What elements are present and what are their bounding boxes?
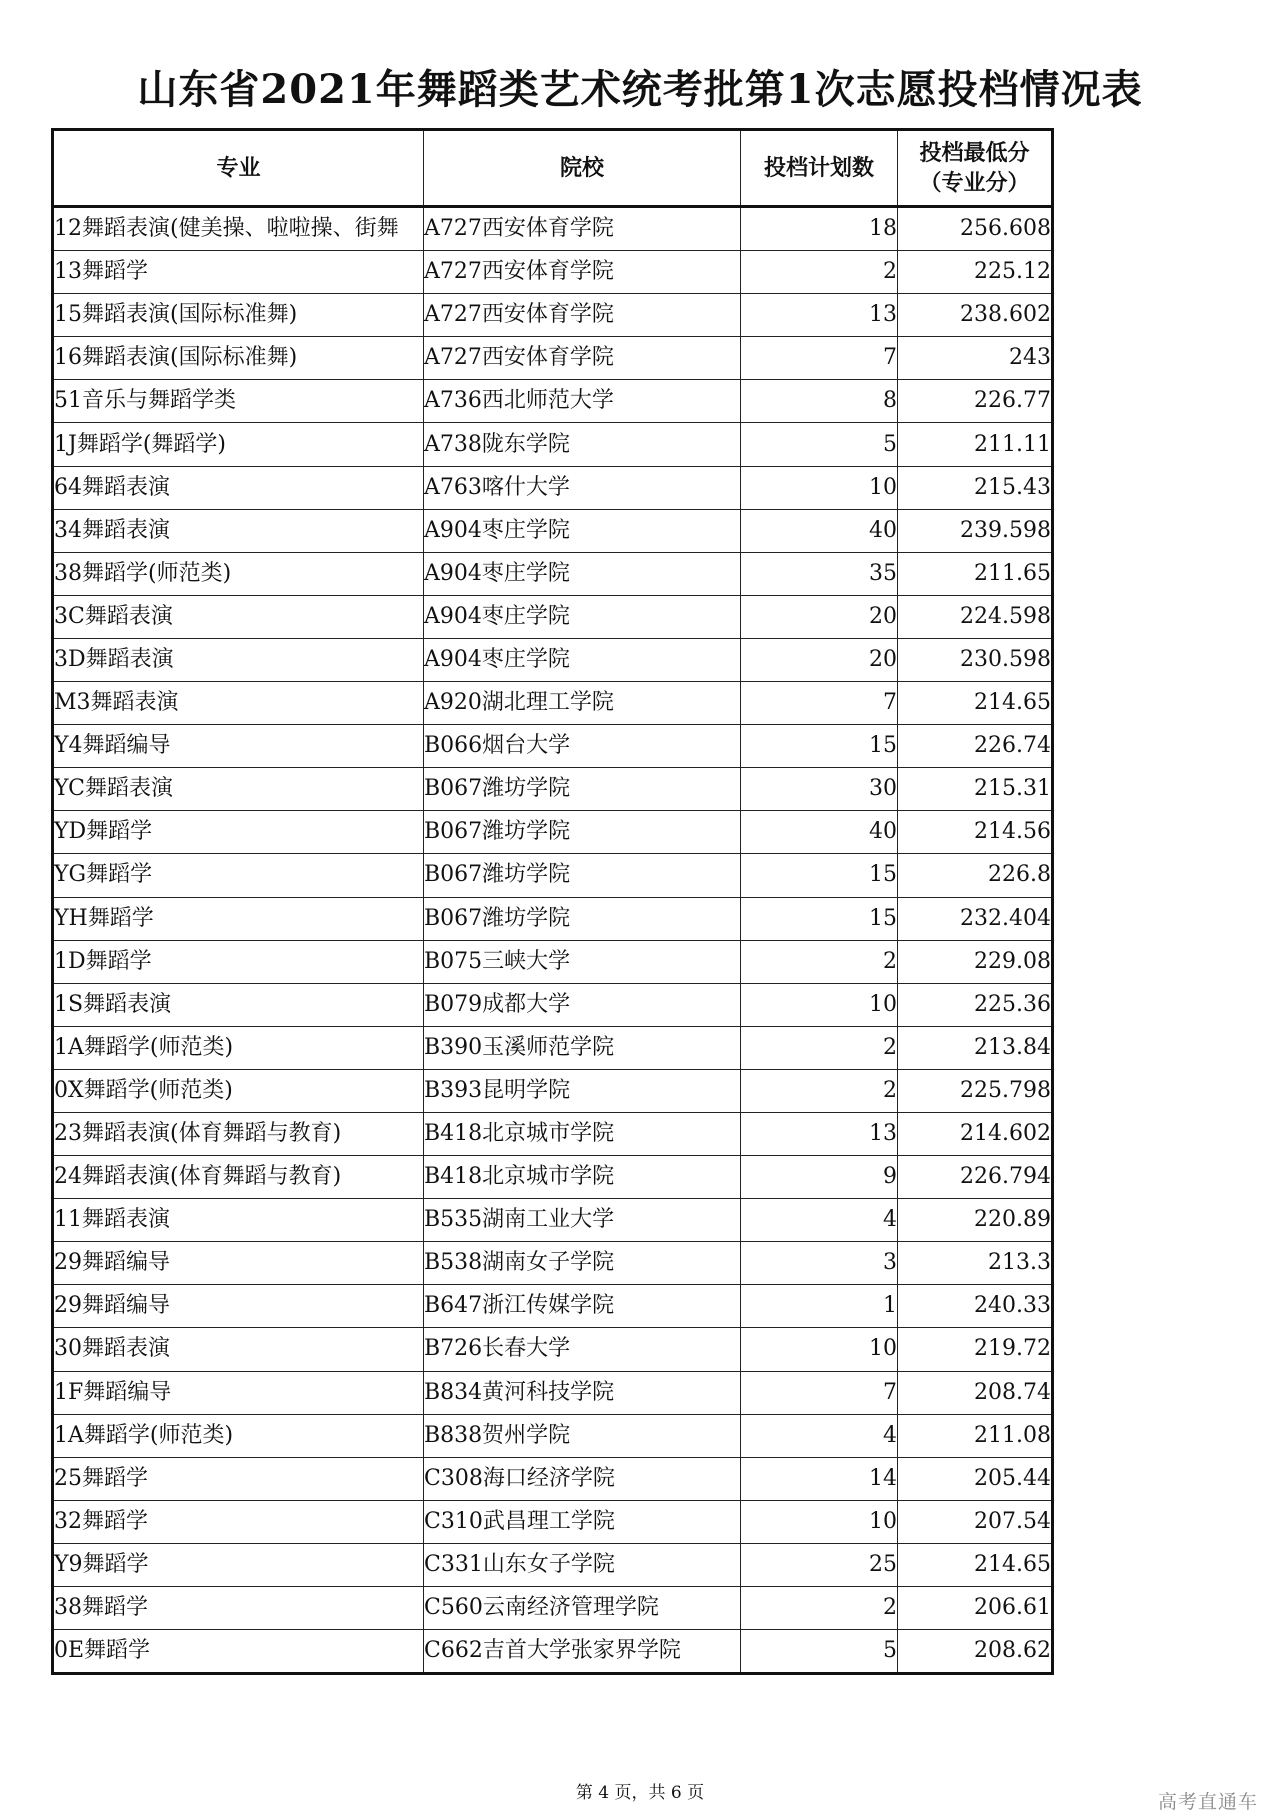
cell-school: A727西安体育学院 [424, 207, 741, 251]
cell-plan: 15 [741, 854, 898, 897]
cell-major: 29舞蹈编导 [53, 1285, 424, 1328]
cell-plan: 7 [741, 1371, 898, 1414]
cell-plan: 13 [741, 1112, 898, 1155]
cell-major: YH舞蹈学 [53, 897, 424, 940]
admission-table [51, 128, 1054, 1675]
table-row [53, 552, 1053, 595]
cell-min-score: 214.65 [898, 1543, 1053, 1586]
cell-school: A904枣庄学院 [424, 638, 741, 681]
cell-school: B726长春大学 [424, 1328, 741, 1371]
cell-school: C310武昌理工学院 [424, 1500, 741, 1543]
table-row [53, 1500, 1053, 1543]
cell-major: 1A舞蹈学(师范类) [53, 1414, 424, 1457]
cell-school: B067潍坊学院 [424, 854, 741, 897]
cell-major: 64舞蹈表演 [53, 466, 424, 509]
cell-min-score: 208.62 [898, 1630, 1053, 1674]
cell-plan: 18 [741, 207, 898, 251]
table-row [53, 337, 1053, 380]
watermark: 高考直通车 [1157, 1791, 1258, 1813]
cell-major: 1S舞蹈表演 [53, 983, 424, 1026]
cell-plan: 4 [741, 1199, 898, 1242]
table-row [53, 725, 1053, 768]
cell-plan: 20 [741, 595, 898, 638]
cell-school: C662吉首大学张家界学院 [424, 1630, 741, 1674]
cell-major: 13舞蹈学 [53, 251, 424, 294]
cell-school: A763喀什大学 [424, 466, 741, 509]
table-row [53, 466, 1053, 509]
cell-min-score: 229.08 [898, 940, 1053, 983]
table-row [53, 1630, 1053, 1674]
cell-major: 24舞蹈表演(体育舞蹈与教育) [53, 1156, 424, 1199]
table-row [53, 1199, 1053, 1242]
cell-school: A727西安体育学院 [424, 251, 741, 294]
table-row [53, 1242, 1053, 1285]
cell-major: 1D舞蹈学 [53, 940, 424, 983]
cell-min-score: 226.794 [898, 1156, 1053, 1199]
cell-min-score: 211.08 [898, 1414, 1053, 1457]
cell-school: B418北京城市学院 [424, 1156, 741, 1199]
table-row [53, 1156, 1053, 1199]
cell-major: 23舞蹈表演(体育舞蹈与教育) [53, 1112, 424, 1155]
header-major: 专业 [53, 130, 424, 207]
header-min-score [898, 130, 1053, 207]
cell-school: B079成都大学 [424, 983, 741, 1026]
cell-min-score: 232.404 [898, 897, 1053, 940]
table-row [53, 897, 1053, 940]
header-plan: 投档计划数 [741, 130, 898, 207]
cell-major: 34舞蹈表演 [53, 509, 424, 552]
cell-min-score: 206.61 [898, 1587, 1053, 1630]
cell-plan: 35 [741, 552, 898, 595]
table-row [53, 1587, 1053, 1630]
cell-major: YG舞蹈学 [53, 854, 424, 897]
cell-school: B538湖南女子学院 [424, 1242, 741, 1285]
cell-plan: 13 [741, 294, 898, 337]
cell-plan: 7 [741, 682, 898, 725]
cell-min-score: 225.12 [898, 251, 1053, 294]
cell-plan: 2 [741, 1026, 898, 1069]
cell-school: A904枣庄学院 [424, 509, 741, 552]
cell-school: B390玉溪师范学院 [424, 1026, 741, 1069]
cell-min-score: 215.31 [898, 768, 1053, 811]
cell-major: 38舞蹈学 [53, 1587, 424, 1630]
cell-min-score: 211.65 [898, 552, 1053, 595]
table-row [53, 682, 1053, 725]
table-row [53, 1371, 1053, 1414]
cell-min-score: 256.608 [898, 207, 1053, 251]
cell-plan: 15 [741, 897, 898, 940]
header-school: 院校 [424, 130, 741, 207]
table-row [53, 768, 1053, 811]
cell-plan: 4 [741, 1414, 898, 1457]
table-row [53, 1112, 1053, 1155]
cell-plan: 10 [741, 466, 898, 509]
header-min-score-line1: 投档最低分 [919, 140, 1030, 166]
cell-school: B066烟台大学 [424, 725, 741, 768]
cell-school: B418北京城市学院 [424, 1112, 741, 1155]
cell-min-score: 230.598 [898, 638, 1053, 681]
cell-plan: 15 [741, 725, 898, 768]
cell-school: B647浙江传媒学院 [424, 1285, 741, 1328]
cell-major: 3C舞蹈表演 [53, 595, 424, 638]
cell-major: 0X舞蹈学(师范类) [53, 1069, 424, 1112]
cell-plan: 10 [741, 1328, 898, 1371]
cell-plan: 1 [741, 1285, 898, 1328]
table-row [53, 638, 1053, 681]
cell-major: 25舞蹈学 [53, 1457, 424, 1500]
table-body [53, 207, 1053, 1674]
cell-school: A920湖北理工学院 [424, 682, 741, 725]
cell-major: 29舞蹈编导 [53, 1242, 424, 1285]
cell-school: C308海口经济学院 [424, 1457, 741, 1500]
cell-min-score: 240.33 [898, 1285, 1053, 1328]
table-row [53, 1285, 1053, 1328]
footer [0, 1778, 1280, 1802]
cell-major: 30舞蹈表演 [53, 1328, 424, 1371]
cell-min-score: 213.84 [898, 1026, 1053, 1069]
cell-major: 32舞蹈学 [53, 1500, 424, 1543]
cell-plan: 2 [741, 1069, 898, 1112]
cell-min-score: 207.54 [898, 1500, 1053, 1543]
table-row [53, 294, 1053, 337]
header-min-score-line2: （专业分） [919, 170, 1030, 196]
table-row [53, 1543, 1053, 1586]
cell-plan: 8 [741, 380, 898, 423]
cell-school: A904枣庄学院 [424, 552, 741, 595]
cell-school: C331山东女子学院 [424, 1543, 741, 1586]
cell-major: YC舞蹈表演 [53, 768, 424, 811]
cell-major: 16舞蹈表演(国际标准舞) [53, 337, 424, 380]
cell-min-score: 215.43 [898, 466, 1053, 509]
cell-min-score: 225.798 [898, 1069, 1053, 1112]
table-row [53, 1026, 1053, 1069]
cell-major: 0E舞蹈学 [53, 1630, 424, 1674]
cell-plan: 2 [741, 251, 898, 294]
cell-min-score: 226.77 [898, 380, 1053, 423]
page-number: 第 4 页，共 6 页 [575, 1783, 705, 1803]
cell-major: 38舞蹈学(师范类) [53, 552, 424, 595]
cell-school: B067潍坊学院 [424, 897, 741, 940]
cell-plan: 5 [741, 1630, 898, 1674]
cell-min-score: 214.56 [898, 811, 1053, 854]
cell-min-score: 226.74 [898, 725, 1053, 768]
cell-plan: 9 [741, 1156, 898, 1199]
cell-plan: 2 [741, 1587, 898, 1630]
cell-min-score: 224.598 [898, 595, 1053, 638]
cell-school: C560云南经济管理学院 [424, 1587, 741, 1630]
cell-school: B393昆明学院 [424, 1069, 741, 1112]
cell-plan: 25 [741, 1543, 898, 1586]
table-row [53, 811, 1053, 854]
cell-plan: 10 [741, 1500, 898, 1543]
cell-min-score: 213.3 [898, 1242, 1053, 1285]
cell-min-score: 214.602 [898, 1112, 1053, 1155]
table-row [53, 1069, 1053, 1112]
cell-plan: 20 [741, 638, 898, 681]
cell-plan: 10 [741, 983, 898, 1026]
cell-major: 15舞蹈表演(国际标准舞) [53, 294, 424, 337]
cell-major: Y9舞蹈学 [53, 1543, 424, 1586]
cell-min-score: 225.36 [898, 983, 1053, 1026]
cell-min-score: 243 [898, 337, 1053, 380]
cell-plan: 7 [741, 337, 898, 380]
page-title: 山东省2021年舞蹈类艺术统考批第1次志愿投档情况表 [137, 66, 1143, 113]
table-row [53, 509, 1053, 552]
cell-major: 11舞蹈表演 [53, 1199, 424, 1242]
cell-min-score: 211.11 [898, 423, 1053, 466]
cell-school: B067潍坊学院 [424, 768, 741, 811]
cell-plan: 40 [741, 509, 898, 552]
table-row [53, 854, 1053, 897]
cell-major: 12舞蹈表演(健美操、啦啦操、街舞 [53, 207, 424, 251]
cell-major: YD舞蹈学 [53, 811, 424, 854]
cell-plan: 5 [741, 423, 898, 466]
cell-major: 1F舞蹈编导 [53, 1371, 424, 1414]
cell-school: A904枣庄学院 [424, 595, 741, 638]
cell-min-score: 238.602 [898, 294, 1053, 337]
cell-school: A727西安体育学院 [424, 294, 741, 337]
cell-major: 51音乐与舞蹈学类 [53, 380, 424, 423]
cell-major: M3舞蹈表演 [53, 682, 424, 725]
table-row [53, 595, 1053, 638]
cell-min-score: 219.72 [898, 1328, 1053, 1371]
cell-major: 3D舞蹈表演 [53, 638, 424, 681]
cell-min-score: 205.44 [898, 1457, 1053, 1500]
cell-min-score: 208.74 [898, 1371, 1053, 1414]
table-row [53, 251, 1053, 294]
cell-school: A738陇东学院 [424, 423, 741, 466]
cell-plan: 2 [741, 940, 898, 983]
table-row [53, 983, 1053, 1026]
cell-school: B535湖南工业大学 [424, 1199, 741, 1242]
cell-school: A727西安体育学院 [424, 337, 741, 380]
cell-plan: 40 [741, 811, 898, 854]
table-row [53, 423, 1053, 466]
cell-plan: 3 [741, 1242, 898, 1285]
cell-school: B834黄河科技学院 [424, 1371, 741, 1414]
cell-major: Y4舞蹈编导 [53, 725, 424, 768]
table-row [53, 1414, 1053, 1457]
table-row [53, 207, 1053, 251]
table-row [53, 940, 1053, 983]
cell-major: 1A舞蹈学(师范类) [53, 1026, 424, 1069]
cell-school: B067潍坊学院 [424, 811, 741, 854]
cell-plan: 14 [741, 1457, 898, 1500]
cell-school: B075三峡大学 [424, 940, 741, 983]
cell-min-score: 220.89 [898, 1199, 1053, 1242]
cell-plan: 30 [741, 768, 898, 811]
table-row [53, 1457, 1053, 1500]
table-header-row [53, 130, 1053, 207]
cell-min-score: 214.65 [898, 682, 1053, 725]
table-row [53, 380, 1053, 423]
cell-major: 1J舞蹈学(舞蹈学) [53, 423, 424, 466]
cell-min-score: 239.598 [898, 509, 1053, 552]
table-row [53, 1328, 1053, 1371]
cell-school: A736西北师范大学 [424, 380, 741, 423]
cell-school: B838贺州学院 [424, 1414, 741, 1457]
cell-min-score: 226.8 [898, 854, 1053, 897]
